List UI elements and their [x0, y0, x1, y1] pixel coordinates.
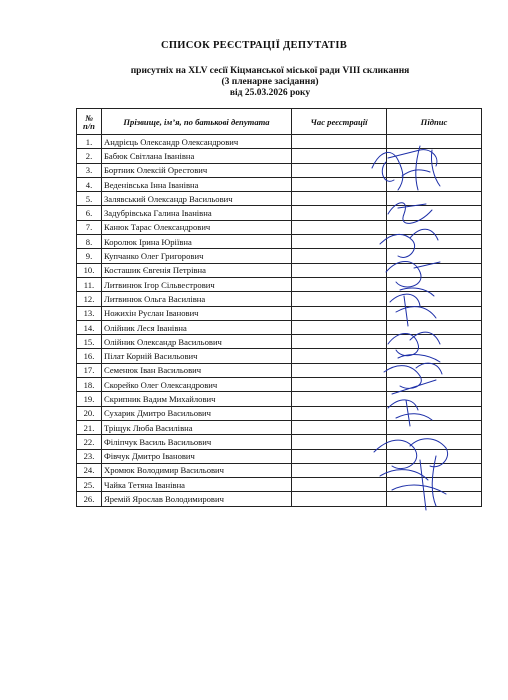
table-row [77, 335, 482, 349]
row-number: 15. [77, 335, 102, 349]
table-row [77, 135, 482, 149]
row-number: 24. [77, 463, 102, 477]
document-title: СПИСОК РЕЄСТРАЦІЇ ДЕПУТАТІВ [160, 40, 348, 51]
table-row [77, 378, 482, 392]
row-number: 8. [77, 235, 102, 249]
signature-cell [387, 492, 482, 506]
deputy-name: Литвинюк Ольга Василівна [102, 292, 292, 306]
table-row [77, 406, 482, 420]
row-number: 23. [77, 449, 102, 463]
deputy-name: Олійник Олександр Васильович [102, 335, 292, 349]
registration-time-cell [292, 263, 387, 277]
col-time-header: Час реєстрації [292, 109, 387, 135]
table-row [77, 363, 482, 377]
deputy-name: Косташик Євгенія Петрівна [102, 263, 292, 277]
signature-cell [387, 335, 482, 349]
signature-cell [387, 163, 482, 177]
registration-time-cell [292, 435, 387, 449]
registration-time-cell [292, 149, 387, 163]
table-row [77, 306, 482, 320]
signature-cell [387, 249, 482, 263]
deputy-name: Литвинюк Ігор Сільвестрович [102, 277, 292, 291]
deputy-name: Філіпчук Василь Васильович [102, 435, 292, 449]
registration-table [76, 108, 482, 507]
row-number: 11. [77, 277, 102, 291]
session-line: присутніх на XLV сесії Кіцманської міської ради VIII скликання [130, 66, 410, 76]
signature-cell [387, 220, 482, 234]
signature-cell [387, 420, 482, 434]
table-row [77, 277, 482, 291]
table-row [77, 463, 482, 477]
deputy-name: Королюк Ірина Юріївна [102, 235, 292, 249]
signature-cell [387, 149, 482, 163]
table-row [77, 220, 482, 234]
deputy-name: Семенюк Іван Васильович [102, 363, 292, 377]
deputy-name: Сухарик Дмитро Васильович [102, 406, 292, 420]
table-header-row [77, 109, 482, 135]
registration-time-cell [292, 220, 387, 234]
table-row [77, 263, 482, 277]
signature-cell [387, 192, 482, 206]
registration-time-cell [292, 306, 387, 320]
row-number: 16. [77, 349, 102, 363]
table-row [77, 349, 482, 363]
row-number: 9. [77, 249, 102, 263]
deputy-name: Чайка Тетяна Іванівна [102, 478, 292, 492]
registration-time-cell [292, 492, 387, 506]
table-row [77, 177, 482, 191]
deputy-name: Яремій Ярослав Володимирович [102, 492, 292, 506]
table-row [77, 206, 482, 220]
signature-cell [387, 206, 482, 220]
registration-time-cell [292, 277, 387, 291]
row-number: 21. [77, 420, 102, 434]
row-number: 10. [77, 263, 102, 277]
table-row [77, 235, 482, 249]
deputy-name: Хромюк Володимир Васильович [102, 463, 292, 477]
row-number: 17. [77, 363, 102, 377]
col-number-header [77, 109, 102, 135]
registration-time-cell [292, 206, 387, 220]
plenary-line: (3 пленарне засідання) [221, 77, 319, 87]
signature-cell [387, 235, 482, 249]
row-number: 14. [77, 320, 102, 334]
date-line: від 25.03.2026 року [229, 88, 311, 98]
table-row [77, 249, 482, 263]
registration-time-cell [292, 363, 387, 377]
row-number: 1. [77, 135, 102, 149]
registration-time-cell [292, 349, 387, 363]
deputy-name: Залявський Олександр Васильович [102, 192, 292, 206]
registration-time-cell [292, 192, 387, 206]
registration-time-cell [292, 335, 387, 349]
table-row [77, 192, 482, 206]
signature-cell [387, 478, 482, 492]
col-sign-header: Підпис [387, 109, 482, 135]
registration-time-cell [292, 478, 387, 492]
registration-time-cell [292, 449, 387, 463]
row-number: 12. [77, 292, 102, 306]
deputy-name: Веденівська Інна Іванівна [102, 177, 292, 191]
deputy-name: Андрієць Олександр Олександрович [102, 135, 292, 149]
row-number: 6. [77, 206, 102, 220]
table-row [77, 392, 482, 406]
col-number-label: № [85, 112, 93, 123]
signature-cell [387, 435, 482, 449]
signature-cell [387, 320, 482, 334]
registration-time-cell [292, 235, 387, 249]
row-number: 18. [77, 378, 102, 392]
signature-cell [387, 378, 482, 392]
col-number-sublabel: п/п [83, 120, 95, 131]
deputy-name: Скорейко Олег Олександрович [102, 378, 292, 392]
registration-time-cell [292, 320, 387, 334]
registration-time-cell [292, 463, 387, 477]
table-row [77, 163, 482, 177]
row-number: 4. [77, 177, 102, 191]
table-row [77, 149, 482, 163]
col-name-header: Прізвище, ім’я, по батькові депутата [102, 109, 292, 135]
table-row [77, 435, 482, 449]
document-subtitle [40, 66, 500, 99]
table-body [77, 135, 482, 507]
table-row [77, 478, 482, 492]
registration-time-cell [292, 378, 387, 392]
registration-time-cell [292, 135, 387, 149]
registration-time-cell [292, 292, 387, 306]
deputy-name: Тріщук Люба Василівна [102, 420, 292, 434]
signature-cell [387, 449, 482, 463]
registration-time-cell [292, 392, 387, 406]
deputy-name: Пілат Корній Васильович [102, 349, 292, 363]
deputy-name: Бортник Олексій Орестович [102, 163, 292, 177]
table-row [77, 292, 482, 306]
signature-cell [387, 306, 482, 320]
deputy-name: Канюк Тарас Олександрович [102, 220, 292, 234]
deputy-name: Скрипник Вадим Михайлович [102, 392, 292, 406]
registration-time-cell [292, 249, 387, 263]
signature-cell [387, 463, 482, 477]
signature-cell [387, 363, 482, 377]
signature-cell [387, 277, 482, 291]
signature-cell [387, 406, 482, 420]
row-number: 2. [77, 149, 102, 163]
registration-time-cell [292, 177, 387, 191]
row-number: 13. [77, 306, 102, 320]
row-number: 20. [77, 406, 102, 420]
registration-time-cell [292, 163, 387, 177]
row-number: 26. [77, 492, 102, 506]
row-number: 3. [77, 163, 102, 177]
registration-time-cell [292, 406, 387, 420]
deputy-name: Ножихін Руслан Іванович [102, 306, 292, 320]
deputy-name: Купчанко Олег Григорович [102, 249, 292, 263]
row-number: 22. [77, 435, 102, 449]
signature-cell [387, 135, 482, 149]
signature-cell [387, 349, 482, 363]
deputy-name: Олійник Леся Іванівна [102, 320, 292, 334]
row-number: 25. [77, 478, 102, 492]
table-row [77, 320, 482, 334]
registration-time-cell [292, 420, 387, 434]
deputy-name: Фівчук Дмитро Іванович [102, 449, 292, 463]
row-number: 5. [77, 192, 102, 206]
row-number: 19. [77, 392, 102, 406]
signature-cell [387, 392, 482, 406]
deputy-name: Бабюк Світлана Іванівна [102, 149, 292, 163]
signature-cell [387, 263, 482, 277]
signature-cell [387, 292, 482, 306]
signature-cell [387, 177, 482, 191]
table-row [77, 420, 482, 434]
row-number: 7. [77, 220, 102, 234]
table-row [77, 449, 482, 463]
table-row [77, 492, 482, 506]
deputy-name: Задубрівська Галина Іванівна [102, 206, 292, 220]
